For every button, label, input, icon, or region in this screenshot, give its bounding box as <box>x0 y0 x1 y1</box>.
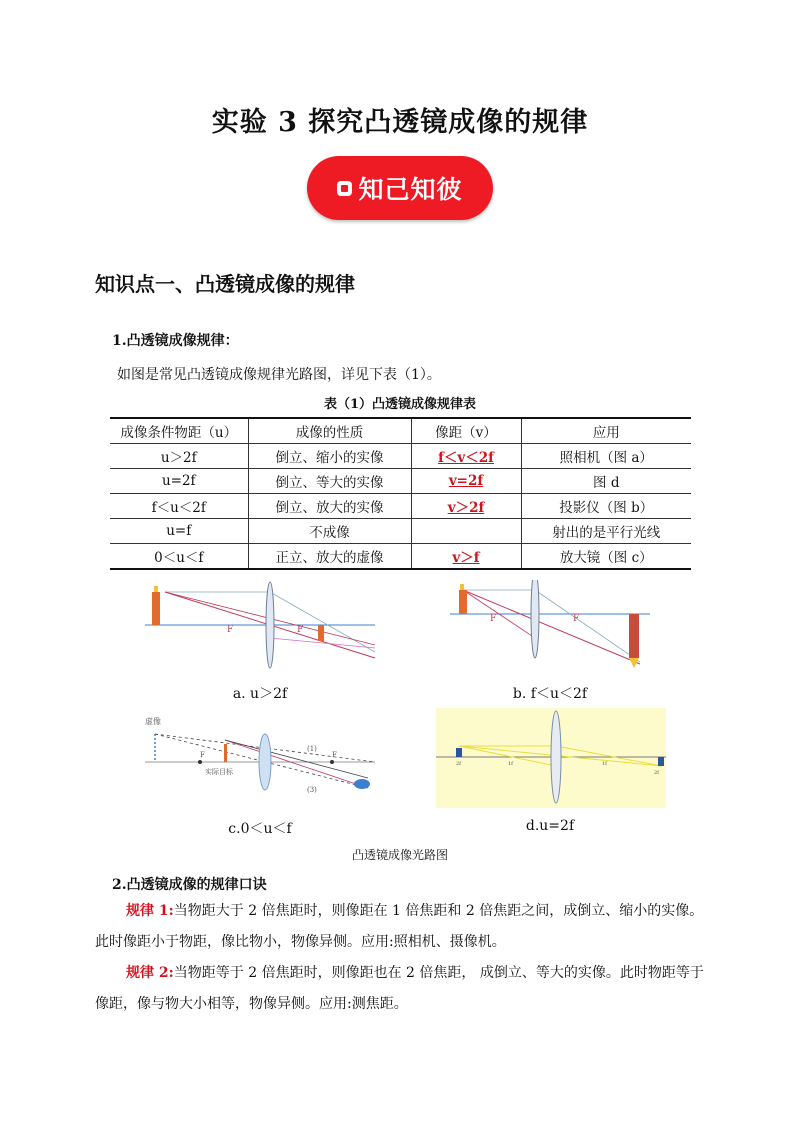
focus-label: F <box>200 751 205 759</box>
table-cell <box>411 494 521 519</box>
table-cell: 射出的是平行光线 <box>521 519 691 544</box>
table-cell: 倒立、缩小的实像 <box>248 444 411 469</box>
svg-text:F: F <box>490 614 497 624</box>
figure-d-label: d.u=2f <box>525 818 575 834</box>
table-row <box>110 494 691 519</box>
rule-label: 规律 2: <box>126 965 174 981</box>
table-caption: 表（1）凸透镜成像规律表 <box>323 397 477 412</box>
page-title: 实验 3 探究凸透镜成像的规律 <box>211 107 589 138</box>
house-icon <box>337 181 352 196</box>
table-row <box>110 519 691 544</box>
image-distance-value: v＞f <box>452 550 480 566</box>
table-cell: u＞2f <box>110 444 248 469</box>
svg-text:F: F <box>573 614 580 624</box>
table-cell: 投影仪（图 b） <box>521 494 691 519</box>
table-cell <box>411 444 521 469</box>
rule-text: 当物距大于 2 倍焦距时，则像距在 1 倍焦距和 2 倍焦距之间，成倒立、缩小的实像。此时像距小于物距，像比物小，物像异侧。应用:照相机、摄像机。 <box>95 903 704 950</box>
table-header: 成像的性质 <box>248 418 411 444</box>
badge-text: 知己知彼 <box>358 175 463 204</box>
svg-text:F: F <box>297 625 304 635</box>
table-cell <box>411 519 521 544</box>
table-cell: 0＜u＜f <box>110 544 248 570</box>
table-cell: u=2f <box>110 469 248 494</box>
table-cell: u=f <box>110 519 248 544</box>
svg-text:F: F <box>227 625 234 635</box>
section-badge <box>307 156 493 220</box>
focus-label: F <box>332 751 337 759</box>
table-row <box>110 544 691 570</box>
object-label: 实际目标 <box>205 768 233 776</box>
table-cell: 正立、放大的虚像 <box>248 544 411 570</box>
rule-label: 规律 1: <box>126 903 174 919</box>
diagram-c <box>140 710 380 810</box>
rule-paragraph <box>95 896 707 958</box>
table-cell: 放大镜（图 c） <box>521 544 691 570</box>
figure-a-label: a. u＞2f <box>232 686 288 702</box>
table-header: 像距（v） <box>411 418 521 444</box>
table-cell: f＜u＜2f <box>110 494 248 519</box>
virtual-image-label: 虚像 <box>145 717 161 726</box>
diagram-a <box>140 580 380 675</box>
table-cell <box>411 544 521 570</box>
table-cell: 倒立、等大的实像 <box>248 469 411 494</box>
figure-b-label: b. f＜u＜2f <box>512 686 588 702</box>
table-header: 成像条件物距（u） <box>110 418 248 444</box>
tick-label: 2f <box>456 761 462 767</box>
section-heading: 知识点一、凸透镜成像的规律 <box>95 272 355 296</box>
rule-text: 当物距等于 2 倍焦距时，则像距也在 2 倍焦距， 成倒立、等大的实像。此时物距等于像距，像与物大小相等，物像异侧。应用:测焦距。 <box>95 965 704 1012</box>
image-distance-value: f＜v＜2f <box>438 450 494 466</box>
table-cell: 不成像 <box>248 519 411 544</box>
ray-label: (3) <box>307 786 317 794</box>
subsection-heading-2: 2.凸透镜成像的规律口诀 <box>112 877 267 893</box>
image-distance-value: v=2f <box>448 473 484 489</box>
ray-label: (1) <box>307 745 317 753</box>
table-cell <box>411 469 521 494</box>
figure-caption: 凸透镜成像光路图 <box>351 848 448 862</box>
figure-c-label: c.0＜u＜f <box>228 821 292 837</box>
table-cell: 倒立、放大的实像 <box>248 494 411 519</box>
imaging-rules-table <box>110 417 691 570</box>
tick-label: 1f <box>602 761 608 767</box>
image-distance-value: v＞2f <box>447 500 485 516</box>
table-row <box>110 444 691 469</box>
diagram-d <box>436 708 666 808</box>
subsection-heading-1: 1.凸透镜成像规律： <box>112 333 239 349</box>
intro-text: 如图是常见凸透镜成像规律光路图，详见下表（1）。 <box>117 367 441 383</box>
table-header-row <box>110 418 691 444</box>
tick-label: 1f <box>508 761 514 767</box>
rule-paragraph <box>95 958 707 1020</box>
table-header: 应用 <box>521 418 691 444</box>
table-row <box>110 469 691 494</box>
table-cell: 照相机（图 a） <box>521 444 691 469</box>
diagram-b <box>445 580 655 675</box>
table-cell: 图 d <box>521 469 691 494</box>
tick-label: 2f <box>654 770 660 776</box>
